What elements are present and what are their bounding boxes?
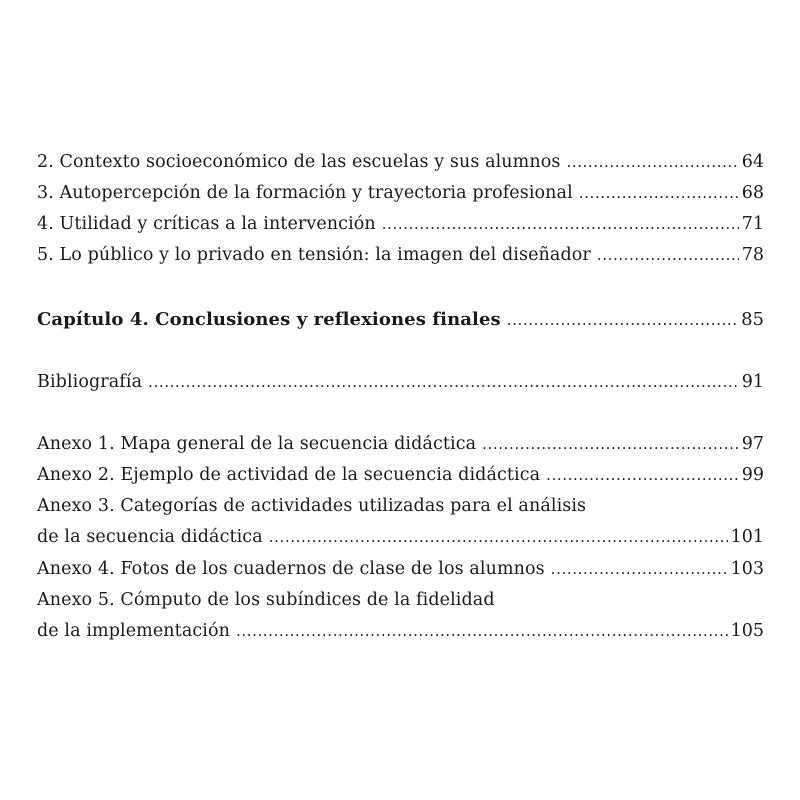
toc-entry-page: 64	[741, 152, 764, 172]
toc-entry-label: Anexo 4. Fotos de los cuadernos de clase de los alumnos	[37, 559, 545, 579]
toc-entry-annex-3	[37, 491, 764, 521]
toc-entry-label: 4. Utilidad y críticas a la intervención	[37, 214, 376, 234]
dot-leader	[597, 240, 739, 270]
dot-leader	[551, 554, 728, 584]
toc-entry-page: 78	[741, 245, 764, 265]
toc-entry-page: 103	[730, 559, 764, 579]
toc-entry-annex-5	[37, 585, 764, 615]
toc-entry-label: Anexo 1. Mapa general de la secuencia didáctica	[37, 434, 477, 454]
toc-entry-label-continuation: de la secuencia didáctica	[37, 527, 263, 547]
dot-leader	[382, 209, 739, 239]
toc-entry-label: Anexo 5. Cómputo de los subíndices de la fidelidad	[37, 590, 495, 610]
toc-entry-label: Anexo 3. Categorías de actividades utilizadas para el análisis	[37, 496, 587, 516]
toc-entry-section-4	[37, 209, 764, 239]
toc-entry-page: 68	[741, 183, 764, 203]
toc-entry-annex-2	[37, 460, 764, 490]
toc-chapter-label: Capítulo 4. Conclusiones y reflexiones finales	[37, 309, 501, 330]
toc-entry-annex-1	[37, 429, 764, 459]
toc-entry-page: 85	[741, 309, 764, 330]
dot-leader	[236, 616, 728, 646]
dot-leader	[482, 429, 739, 459]
toc-entry-label: Bibliografía	[37, 372, 143, 392]
toc-entry-label: Anexo 2. Ejemplo de actividad de la secuencia didáctica	[37, 465, 541, 485]
toc-entry-section-3	[37, 178, 764, 208]
toc-entry-label: 2. Contexto socioeconómico de las escuelas y sus alumnos	[37, 152, 561, 172]
dot-leader	[566, 147, 738, 177]
toc-entry-annex-3-continuation	[37, 522, 764, 552]
dot-leader	[269, 522, 728, 552]
toc-entry-chapter-4	[37, 305, 764, 335]
toc-entry-page: 99	[741, 465, 764, 485]
toc-entry-page: 97	[741, 434, 764, 454]
toc-entry-annex-5-continuation	[37, 616, 764, 646]
toc-entry-label-continuation: de la implementación	[37, 621, 230, 641]
dot-leader	[546, 460, 739, 490]
toc-entry-label: 3. Autopercepción de la formación y trayectoria profesional	[37, 183, 573, 203]
toc-entry-page: 71	[741, 214, 764, 234]
toc-entry-label: 5. Lo público y lo privado en tensión: la imagen del diseñador	[37, 245, 591, 265]
dot-leader	[579, 178, 739, 208]
toc-entry-section-2	[37, 147, 764, 177]
toc-entry-page: 91	[741, 372, 764, 392]
toc-entry-page: 101	[730, 527, 764, 547]
dot-leader	[507, 305, 738, 335]
dot-leader	[148, 367, 739, 397]
toc-entry-page: 105	[730, 621, 764, 641]
toc-entry-bibliography	[37, 367, 764, 397]
toc-entry-section-5	[37, 240, 764, 270]
toc-entry-annex-4	[37, 554, 764, 584]
